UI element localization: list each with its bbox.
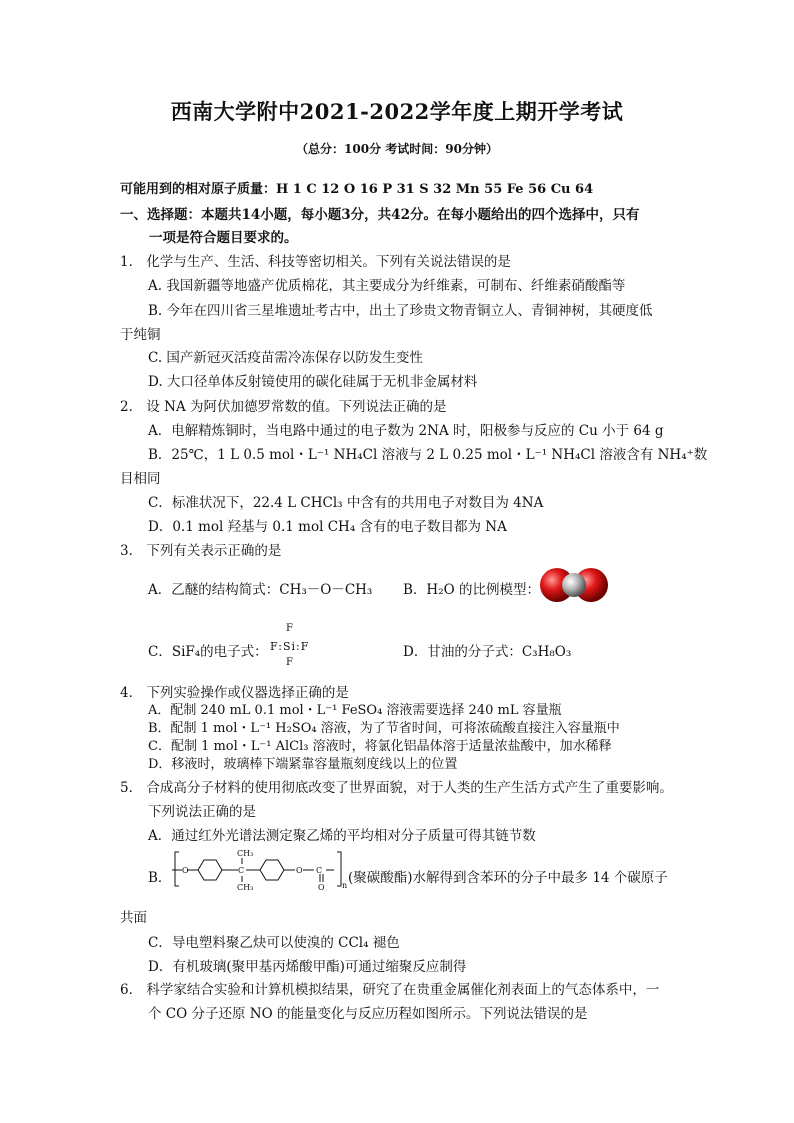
q1-option-d: D. 大口径单体反射镜使用的碳化硅属于无机非金属材料 [148,374,478,390]
q3-option-a: A．乙醚的结构简式：CH₃－O－CH₃ [148,582,373,598]
poly-n: n [342,881,348,890]
q4-option-a: A．配制 240 mL 0.1 mol・L⁻¹ FeSO₄ 溶液需要选择 240 mL 容量瓶 [148,703,562,718]
q2-option-d: D．0.1 mol 羟基与 0.1 mol CH₄ 含有的电子数目都为 NA [148,519,507,535]
sif4-bottom-f: F [286,657,293,668]
q5-option-c: C．导电塑料聚乙炔可以使溴的 CCl₄ 褪色 [148,935,400,951]
poly-c-center: C [238,866,245,875]
q6-stem-cont: 个 CO 分子还原 NO 的能量变化与反应历程如图所示。下列说法错误的是 [148,1006,588,1022]
q2-stem: 2． 设 NA 为阿伏加德罗常数的值。下列说法正确的是 [120,399,447,415]
q3-option-b: B．H₂O 的比例模型： [403,582,540,598]
q2-option-c: C．标准状况下，22.4 L CHCl₃ 中含有的共用电子对数目为 4NA [148,495,544,511]
q5-option-b-cont: 共面 [120,910,147,926]
q4-option-d: D．移液时，玻璃棒下端紧靠容量瓶刻度线以上的位置 [148,757,458,772]
q1-option-c: C. 国产新冠灭活疫苗需冷冻保存以防发生变性 [148,350,423,366]
q1-stem: 1． 化学与生产、生活、科技等密切相关。下列有关说法错误的是 [120,254,511,270]
q3-stem: 3． 下列有关表示正确的是 [120,543,282,559]
poly-ch3-bottom: CH₃ [237,883,254,892]
q2-option-b: B．25℃，1 L 0.5 mol・L⁻¹ NH₄Cl 溶液与 2 L 0.25 mol・L⁻¹ NH₄Cl 溶液含有 NH₄⁺数 [148,447,708,463]
q5-option-d: D．有机玻璃(聚甲基丙烯酸甲酯)可通过缩聚反应制得 [148,959,467,975]
polycarbonate-structure [170,846,350,892]
q5-option-b: (聚碳酸酯)水解得到含苯环的分子中最多 14 个碳原子 [348,870,668,886]
q1-option-a: A. 我国新疆等地盛产优质棉花，其主要成分为纤维素，可制布、纤维素硝酸酯等 [148,278,626,294]
q2-option-b-cont: 目相同 [120,471,161,487]
q2-option-a: A．电解精炼铜时，当电路中通过的电子数为 2NA 时，阳极参与反应的 Cu 小于 64 g [148,423,664,439]
q3-option-c: C．SiF₄的电子式： [148,644,268,660]
q4-option-c: C．配制 1 mol・L⁻¹ AlCl₃ 溶液时，将氯化铝晶体溶于适量浓盐酸中，加水稀释 [148,739,612,754]
exam-title: 西南大学附中2021-2022学年度上期开学考试 [170,99,624,124]
q4-option-b: B．配制 1 mol・L⁻¹ H₂SO₄ 溶液，为了节省时间，可将浓硫酸直接注入容量瓶中 [148,721,620,736]
sif4-middle: F:Si:F [270,640,310,653]
poly-o-ester: O [296,866,303,875]
section-heading-cont: 一项是符合题目要求的。 [149,230,298,246]
q6-stem: 6． 科学家结合实验和计算机模拟结果，研究了在贵重金属催化剂表面上的气态体系中，一 [120,982,660,998]
sif4-top-f: F [286,623,293,634]
atomic-masses: 可能用到的相对原子质量：H 1 C 12 O 16 P 31 S 32 Mn 55 Fe 56 Cu 64 [120,182,594,197]
q1-option-b-cont: 于纯铜 [120,327,161,343]
q5-option-a: A．通过红外光谱法测定聚乙烯的平均相对分子质量可得其链节数 [148,828,536,844]
poly-c-carbonyl: C [316,866,323,875]
poly-o-left: O [182,866,189,875]
q1-option-b: B. 今年在四川省三星堆遗址考古中，出土了珍贵文物青铜立人、青铜神树，其硬度低 [148,303,653,319]
q5-stem-cont: 下列说法正确的是 [148,804,256,820]
q5-option-b-prefix: B． [148,870,172,886]
section-heading: 一、选择题：本题共14小题，每小题3分，共42分。在每小题给出的四个选择中，只有 [120,207,640,223]
exam-subtitle: （总分：100分 考试时间：90分钟） [296,142,498,156]
q4-stem: 4． 下列实验操作或仪器选择正确的是 [120,685,349,701]
poly-ch3-top: CH₃ [237,849,254,858]
water-space-filling-model [538,564,610,606]
q5-stem: 5． 合成高分子材料的使用彻底改变了世界面貌，对于人类的生产生活方式产生了重要影响。 [120,780,673,796]
poly-o-carbonyl: O [318,883,325,892]
q3-option-d: D．甘油的分子式：C₃H₈O₃ [403,644,572,660]
